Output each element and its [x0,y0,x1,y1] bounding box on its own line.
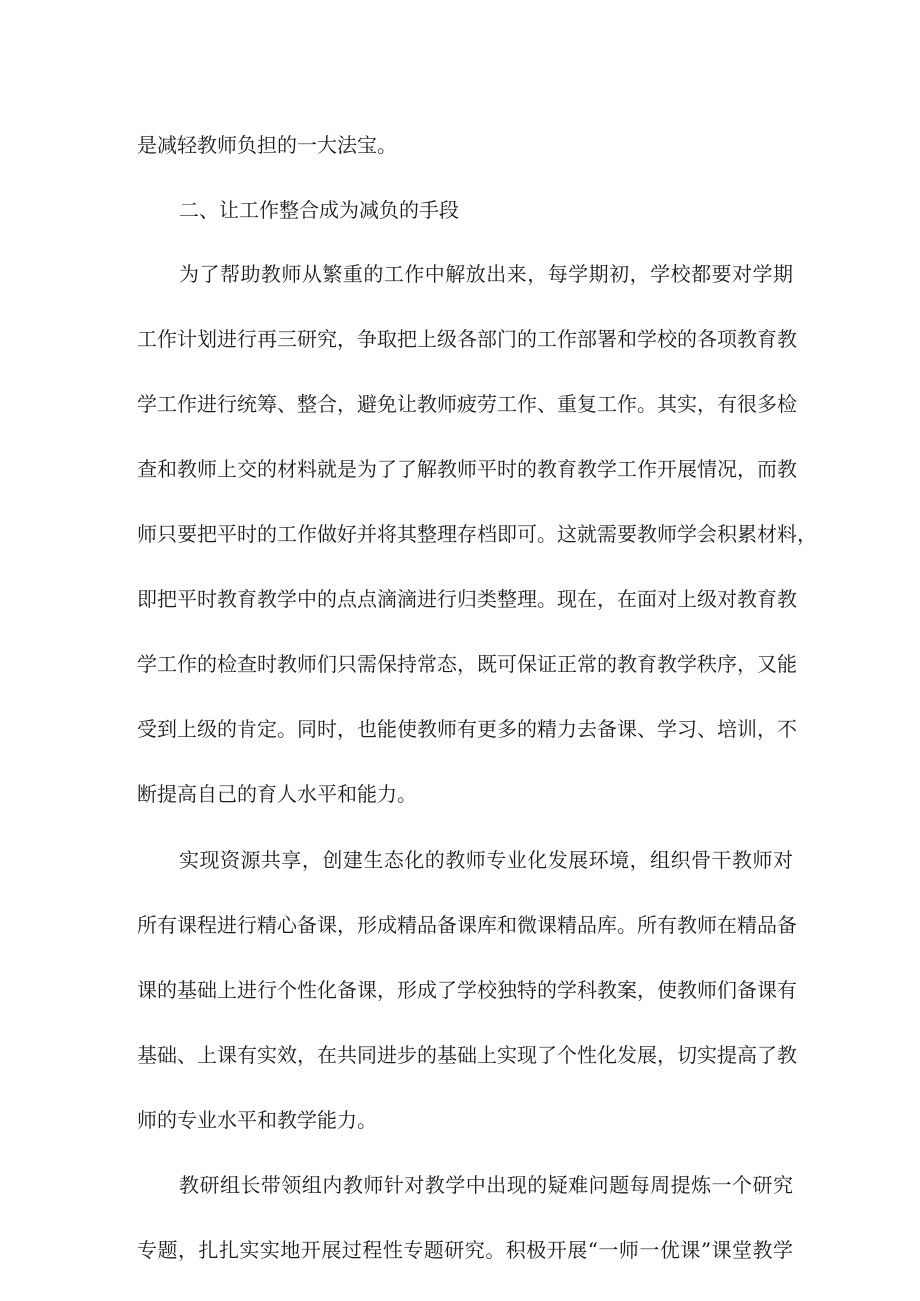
paragraph-line: 所有课程进行精心备课，形成精品备课库和微课精品库。所有教师在精品备 [137,913,797,937]
paragraph-line: 学工作进行统筹、整合，避免让教师疲劳工作、重复工作。其实，有很多检 [137,392,797,416]
paragraph-line: 查和教师上交的材料就是为了了解教师平时的教育教学工作开展情况，而教 [137,457,797,481]
paragraph-line: 断提高自己的育人水平和能力。 [137,782,417,806]
paragraph-line: 师只要把平时的工作做好并将其整理存档即可。这就需要教师学会积累材料， [137,522,817,546]
paragraph-line: 师的专业水平和教学能力。 [137,1108,377,1132]
paragraph-line: 课的基础上进行个性化备课，形成了学校独特的学科教案，使教师们备课有 [137,978,797,1002]
paragraph-line: 学工作的检查时教师们只需保持常态，既可保证正常的教育教学秩序，又能 [137,652,797,676]
paragraph-line: 工作计划进行再三研究，争取把上级各部门的工作部署和学校的各项教育教 [137,327,797,351]
paragraph-line: 专题，扎扎实实地开展过程性专题研究。积极开展“一师一优课”课堂教学 [137,1238,793,1262]
paragraph-line: 即把平时教育教学中的点点滴滴进行归类整理。现在，在面对上级对教育教 [137,587,797,611]
paragraph-line: 基础、上课有实效，在共同进步的基础上实现了个性化发展，切实提高了教 [137,1043,797,1067]
paragraph-line: 是减轻教师负担的一大法宝。 [137,133,397,157]
paragraph-line: 为了帮助教师从繁重的工作中解放出来，每学期初，学校都要对学期 [179,262,793,286]
paragraph-line: 受到上级的肯定。同时，也能使教师有更多的精力去备课、学习、培训，不 [137,717,797,741]
section-heading: 二、让工作整合成为减负的手段 [179,198,459,222]
paragraph-line: 教研组长带领组内教师针对教学中出现的疑难问题每周提炼一个研究 [179,1173,793,1197]
paragraph-line: 实现资源共享，创建生态化的教师专业化发展环境，组织骨干教师对 [179,848,793,872]
